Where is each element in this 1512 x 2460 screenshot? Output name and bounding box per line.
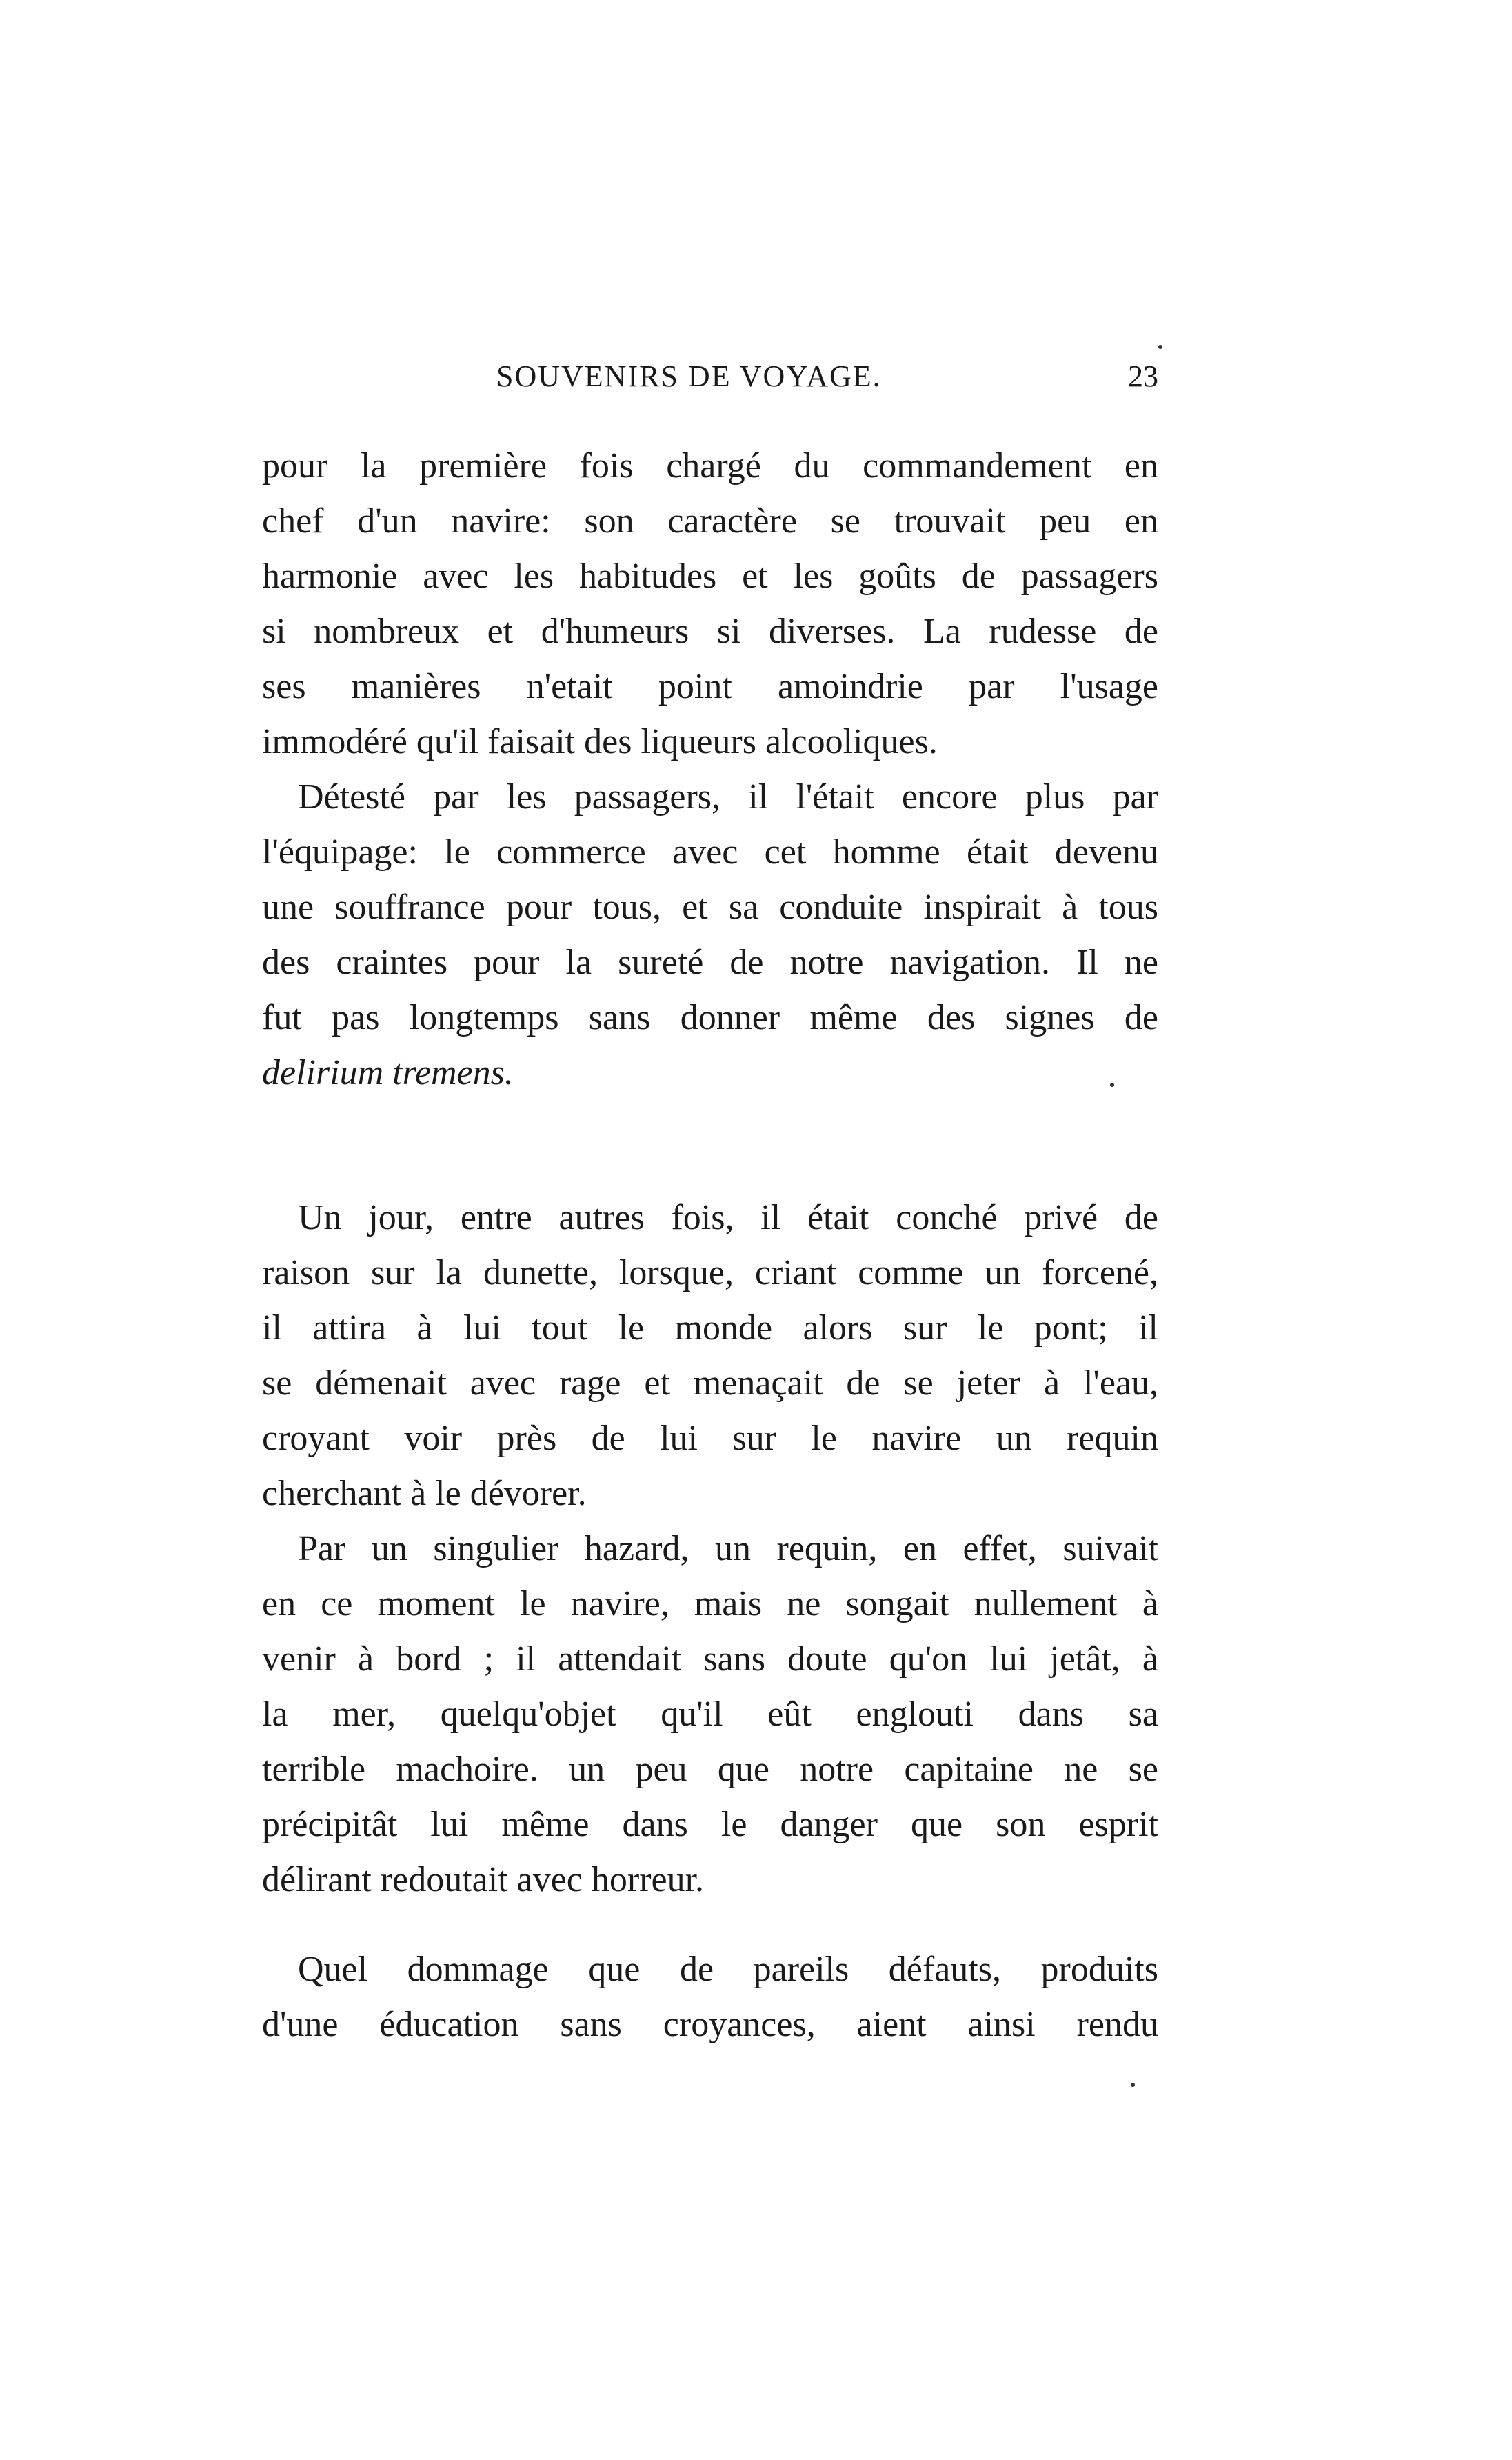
text-line: chef d'un navire: son caractère se trouvait peu en xyxy=(262,501,1158,541)
text-line: Par un singulier hazard, un requin, en effet, suivait xyxy=(298,1529,1158,1568)
text-line: une souffrance pour tous, et sa conduite inspirait à tous xyxy=(262,888,1158,927)
text-line: des craintes pour la sureté de notre navigation. Il ne xyxy=(262,943,1158,982)
text-line: il attira à lui tout le monde alors sur le pont; il xyxy=(262,1308,1158,1348)
text-line: si nombreux et d'humeurs si diverses. La rudesse de xyxy=(262,612,1158,651)
print-speck xyxy=(1131,2083,1135,2087)
text-line: précipitât lui même dans le danger que son esprit xyxy=(262,1805,1158,1844)
text-line: délirant redoutait avec horreur. xyxy=(262,1860,705,1899)
print-speck xyxy=(1158,345,1162,349)
text-line: immodéré qu'il faisait des liqueurs alcooliques. xyxy=(262,722,938,761)
text-line: croyant voir près de lui sur le navire un requin xyxy=(262,1419,1158,1458)
text-line: terrible machoire. un peu que notre capitaine ne se xyxy=(262,1750,1158,1789)
text-line: pour la première fois chargé du commandement en xyxy=(262,446,1158,486)
text-line: en ce moment le navire, mais ne songait nullement à xyxy=(262,1584,1158,1623)
text-line: Détesté par les passagers, il l'était encore plus par xyxy=(298,777,1158,817)
running-title: SOUVENIRS DE VOYAGE. xyxy=(496,359,882,393)
page-number: 23 xyxy=(1128,359,1158,393)
text-line: ses manières n'etait point amoindrie par l'usage xyxy=(262,667,1158,706)
text-line: harmonie avec les habitudes et les goûts de passagers xyxy=(262,557,1158,596)
text-line: Un jour, entre autres fois, il était conché privé de xyxy=(298,1198,1158,1237)
text-line: l'équipage: le commerce avec cet homme était devenu xyxy=(262,832,1158,872)
text-line: se démenait avec rage et menaçait de se jeter à l'eau, xyxy=(262,1363,1158,1403)
text-line: cherchant à le dévorer. xyxy=(262,1474,587,1513)
text-line: la mer, quelqu'objet qu'il eût englouti dans sa xyxy=(262,1694,1158,1734)
print-speck xyxy=(1110,1083,1114,1087)
running-head xyxy=(262,359,1158,414)
text-line: fut pas longtemps sans donner même des signes de xyxy=(262,998,1158,1037)
text-line-italic: delirium tremens. xyxy=(262,1053,514,1092)
text-line: raison sur la dunette, lorsque, criant comme un forcené, xyxy=(262,1253,1158,1292)
text-line: d'une éducation sans croyances, aient ainsi rendu xyxy=(262,2005,1158,2044)
text-line: venir à bord ; il attendait sans doute qu'on lui jetât, à xyxy=(262,1639,1158,1679)
text-line: Quel dommage que de pareils défauts, produits xyxy=(298,1950,1158,1989)
